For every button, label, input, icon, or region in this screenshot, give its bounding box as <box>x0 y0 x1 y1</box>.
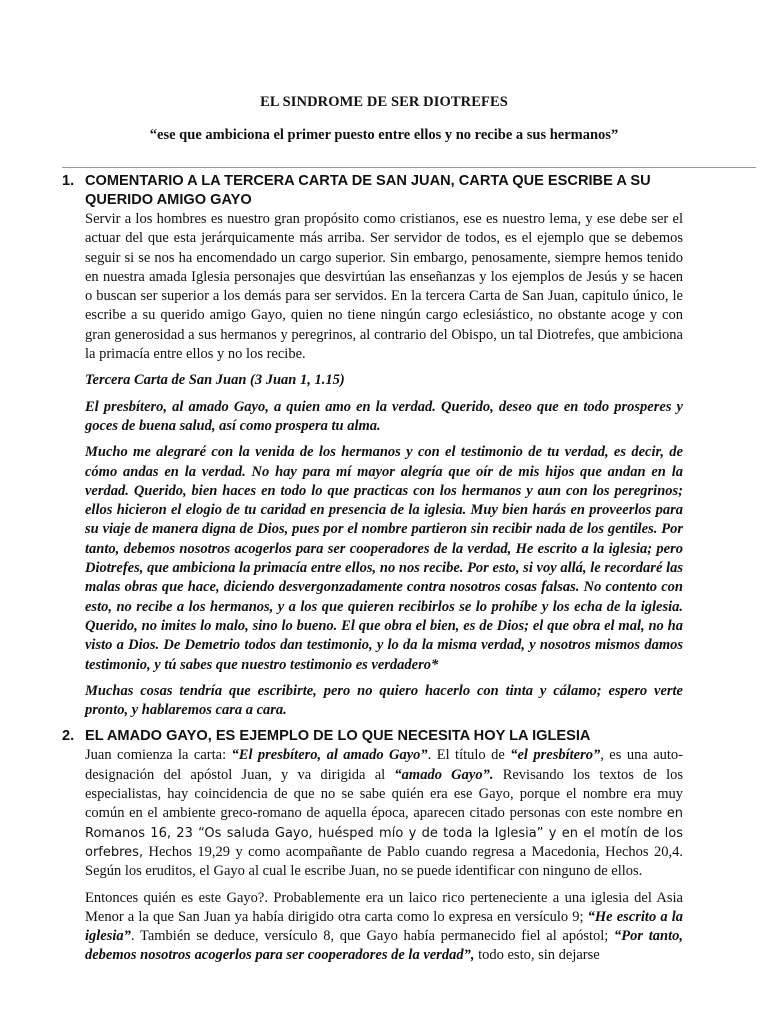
quote-run: “El presbítero, al amado Gayo” <box>231 747 428 764</box>
scripture-quote-3: Muchas cosas tendría que escribirte, pero no quiero hacerlo con tinta y cálamo; espero verte pronto, y hablaremos cara a cara. <box>85 682 683 719</box>
document-subtitle: “ese que ambiciona el primer puesto entre ellos y no recibe a sus hermanos” <box>149 127 619 143</box>
quote-run: “el presbítero” <box>510 747 601 764</box>
text-run: Juan comienza la carta: <box>85 747 232 764</box>
section-2-paragraph-1 <box>85 746 683 881</box>
quote-run: “He escrito a la iglesia” <box>85 908 683 945</box>
divider <box>62 167 756 168</box>
scripture-quote-2: Mucho me alegraré con la venida de los hermanos y con el testimonio de tu verdad, es decir, de cómo andas en la verdad. No hay para mí mayor alegría que oír de mis hijos que andan en la verdad. Querido, bien haces en todo lo que practicas con los hermanos y aun con los peregrinos; ellos hicieron el elogio de tu caridad en presencia de la iglesia. Muy bien harás en proveerlos para su viaje de manera digna de Dios, pues por el nombre partieron sin recibir nada de los gentiles. Por tanto, debemos nosotros acogerlos para ser cooperadores de la verdad, He escrito a la iglesia; pero Diotrefes, que ambiciona la primacía entre ellos, no nos recibe. Por esto, si voy allá, le recordaré las malas obras que hace, diciendo desvergonzadamente contra nosotros cosas falsas. No contento con esto, no recibe a los hermanos, y a los que quieren recibirlos se lo prohíbe y los echa de la iglesia. Querido, no imites lo malo, sino lo bueno. El que obra el bien, es de Dios; el que obra el mal, no ha visto a Dios. De Demetrio todos dan testimonio, y lo da la misma verdad, y nosotros mismos damos testimonio, y tú sabes que nuestro testimonio es verdadero* <box>85 444 683 673</box>
section-2-number: 2. <box>62 728 75 745</box>
reference-run: en Romanos 16, 23 “Os saluda Gayo, huésped mío y de toda la Iglesia” y en el motín de los orfebres, <box>85 806 683 860</box>
section-1-paragraph: Servir a los hombres es nuestro gran propósito como cristianos, ese es nuestro lema, y ese debe ser el actuar del que esta jerárquicamente más arriba. Ser servidor de todos, es el ejemplo que se debemos seguir si se nos ha encomendado un cargo superior. Sin embargo, penosamente, siempre hemos tenido en nuestra amada Iglesia personajes que desvirtúan las enseñanzas y los ejemplos de Jesús y se hacen o buscan ser superior a los demás para ser servidos. En la tercera Carta de San Juan, capitulo único, le escribe a su querido amigo Gayo, quien no tiene ningún cargo eclesiástico, no obstante acoge y con gran generosidad a sus hermanos y peregrinos, al contrario del Obispo, un tal Diotrefes, que ambiciona la primacía entre ellos y no los recibe. <box>85 211 683 363</box>
scripture-quote-1: El presbítero, al amado Gayo, a quien amo en la verdad. Querido, deseo que en todo prosperes y goces de buena salud, así como prospera tu alma. <box>85 398 683 434</box>
scripture-citation: Tercera Carta de San Juan (3 Juan 1, 1.15) <box>85 372 345 389</box>
document-title: EL SINDROME DE SER DIOTREFES <box>260 94 508 110</box>
section-1-number: 1. <box>62 173 75 189</box>
text-run: Revisando los textos de los especialistas, hay coincidencia de que no se sabe quién era ese Gayo, porque el nombre era muy común en el ambiente greco-romano de aquella época, aparecen citado personas con este nombre <box>85 766 684 822</box>
text-run: Entonces quién es este Gayo?. Probablemente era un laico rico perteneciente a una iglesia del Asia Menor a la que San Juan ya había dirigido otra carta como lo expresa en versículo 9; <box>85 889 683 925</box>
text-run: . El título de <box>427 747 511 764</box>
quote-run: “Por tanto, debemos nosotros acogerlos para ser cooperadores de la verdad”, <box>85 928 683 964</box>
document-body <box>62 172 684 966</box>
section-2-paragraph-2 <box>85 889 683 966</box>
section-1-heading <box>62 172 683 210</box>
section-1-heading-text: COMENTARIO A LA TERCERA CARTA DE SAN JUAN, CARTA QUE ESCRIBE A SU QUERIDO AMIGO GAYO <box>85 173 651 208</box>
section-2-heading-text: EL AMADO GAYO, ES EJEMPLO DE LO QUE NECESITA HOY LA IGLESIA <box>85 728 591 745</box>
section-2-heading <box>62 727 683 746</box>
text-run: , es una auto-designación del apóstol Juan, y va dirigida al <box>85 747 683 783</box>
text-run: Hechos 19,29 y como acompañante de Pablo cuando regresa a Macedonia, Hechos 20,4. Según los eruditos, el Gayo al cual le escribe Juan, no se puede identificar con ninguno de ellos. <box>85 843 683 880</box>
text-run: todo esto, sin dejarse <box>474 947 600 964</box>
quote-run: “amado Gayo”. <box>394 766 494 783</box>
text-run: . También se deduce, versículo 8, que Gayo había permanecido fiel al apóstol; <box>130 928 615 945</box>
